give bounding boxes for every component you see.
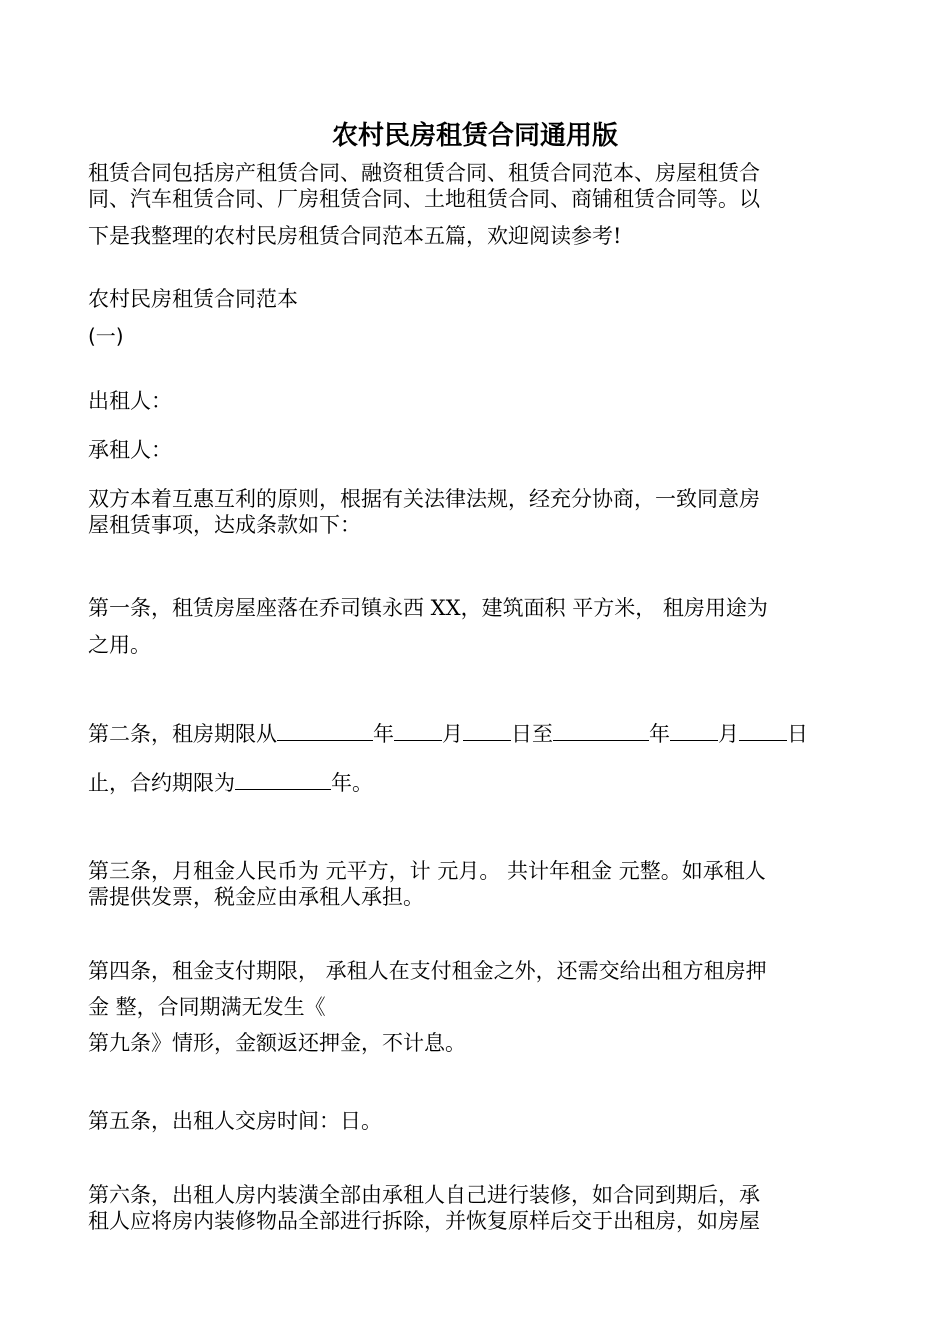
article-2-line2-suffix: 年。 [331, 771, 373, 795]
intro-line: 同、汽车租赁合同、厂房租赁合同、土地租赁合同、商铺租赁合同等。以 [88, 187, 760, 211]
document-title: 农村民房租赁合同通用版 [331, 121, 618, 151]
article-2-prefix: 第二条，租房期限从 [88, 722, 277, 746]
preamble-line: 屋租赁事项，达成条款如下： [88, 513, 361, 537]
article-3-line: 第三条，月租金人民币为 元平方，计 元月。 共计年租金 元整。如承租人 [88, 859, 766, 883]
article-5: 第五条，出租人交房时间：日。 [88, 1109, 382, 1133]
article-2-line2-prefix: 止，合约期限为 [88, 771, 235, 795]
lessor-label: 出租人： [88, 389, 172, 413]
article-6 [88, 1182, 863, 1234]
sample-heading: 农村民房租赁合同范本 [88, 287, 298, 311]
preamble-paragraph [88, 486, 863, 538]
article-3-line: 需提供发票，税金应由承租人承担。 [88, 885, 424, 909]
fill-blank[interactable] [277, 720, 373, 741]
lessee-label: 承租人： [88, 438, 172, 462]
article-4-line: 第四条，租金支付期限， 承租人在支付租金之外，还需交给出租方租房押 [88, 959, 767, 983]
article-2-month: 月 [442, 722, 463, 746]
sample-number: (一) [88, 324, 124, 348]
article-4 [88, 958, 863, 1056]
intro-line: 租赁合同包括房产租赁合同、融资租赁合同、租赁合同范本、房屋租赁合 [88, 161, 760, 185]
article-4-line: 金 整，合同期满无发生《 [88, 995, 326, 1019]
intro-line: 下是我整理的农村民房租赁合同范本五篇，欢迎阅读参考! [88, 224, 622, 248]
article-1-line: 之用。 [88, 633, 151, 657]
article-2-day-2: 日 [787, 722, 808, 746]
fill-blank[interactable] [553, 720, 649, 741]
article-4-line: 第九条》情形，金额返还押金，不计息。 [88, 1031, 466, 1055]
article-2-month-2: 月 [718, 722, 739, 746]
fill-blank[interactable] [463, 720, 511, 741]
article-6-line: 第六条，出租人房内装潢全部由承租人自己进行装修，如合同到期后，承 [88, 1183, 760, 1207]
fill-blank[interactable] [739, 720, 787, 741]
fill-blank[interactable] [394, 720, 442, 741]
fill-blank[interactable] [235, 769, 331, 790]
article-2-day-to: 日至 [511, 722, 553, 746]
article-2-year: 年 [373, 722, 394, 746]
article-2-line-2 [88, 769, 863, 796]
article-2-year-2: 年 [649, 722, 670, 746]
article-6-line: 租人应将房内装修物品全部进行拆除，并恢复原样后交于出租房，如房屋 [88, 1209, 760, 1233]
fill-blank[interactable] [670, 720, 718, 741]
article-1 [88, 595, 863, 658]
preamble-line: 双方本着互惠互利的原则，根据有关法律法规，经充分协商，一致同意房 [88, 487, 760, 511]
article-2-line-1 [88, 720, 863, 747]
article-3 [88, 858, 863, 910]
article-2 [88, 720, 863, 796]
intro-paragraph [88, 160, 863, 249]
article-1-line: 第一条，租赁房屋座落在乔司镇永西 XX，建筑面积 平方米， 租房用途为 [88, 596, 768, 620]
